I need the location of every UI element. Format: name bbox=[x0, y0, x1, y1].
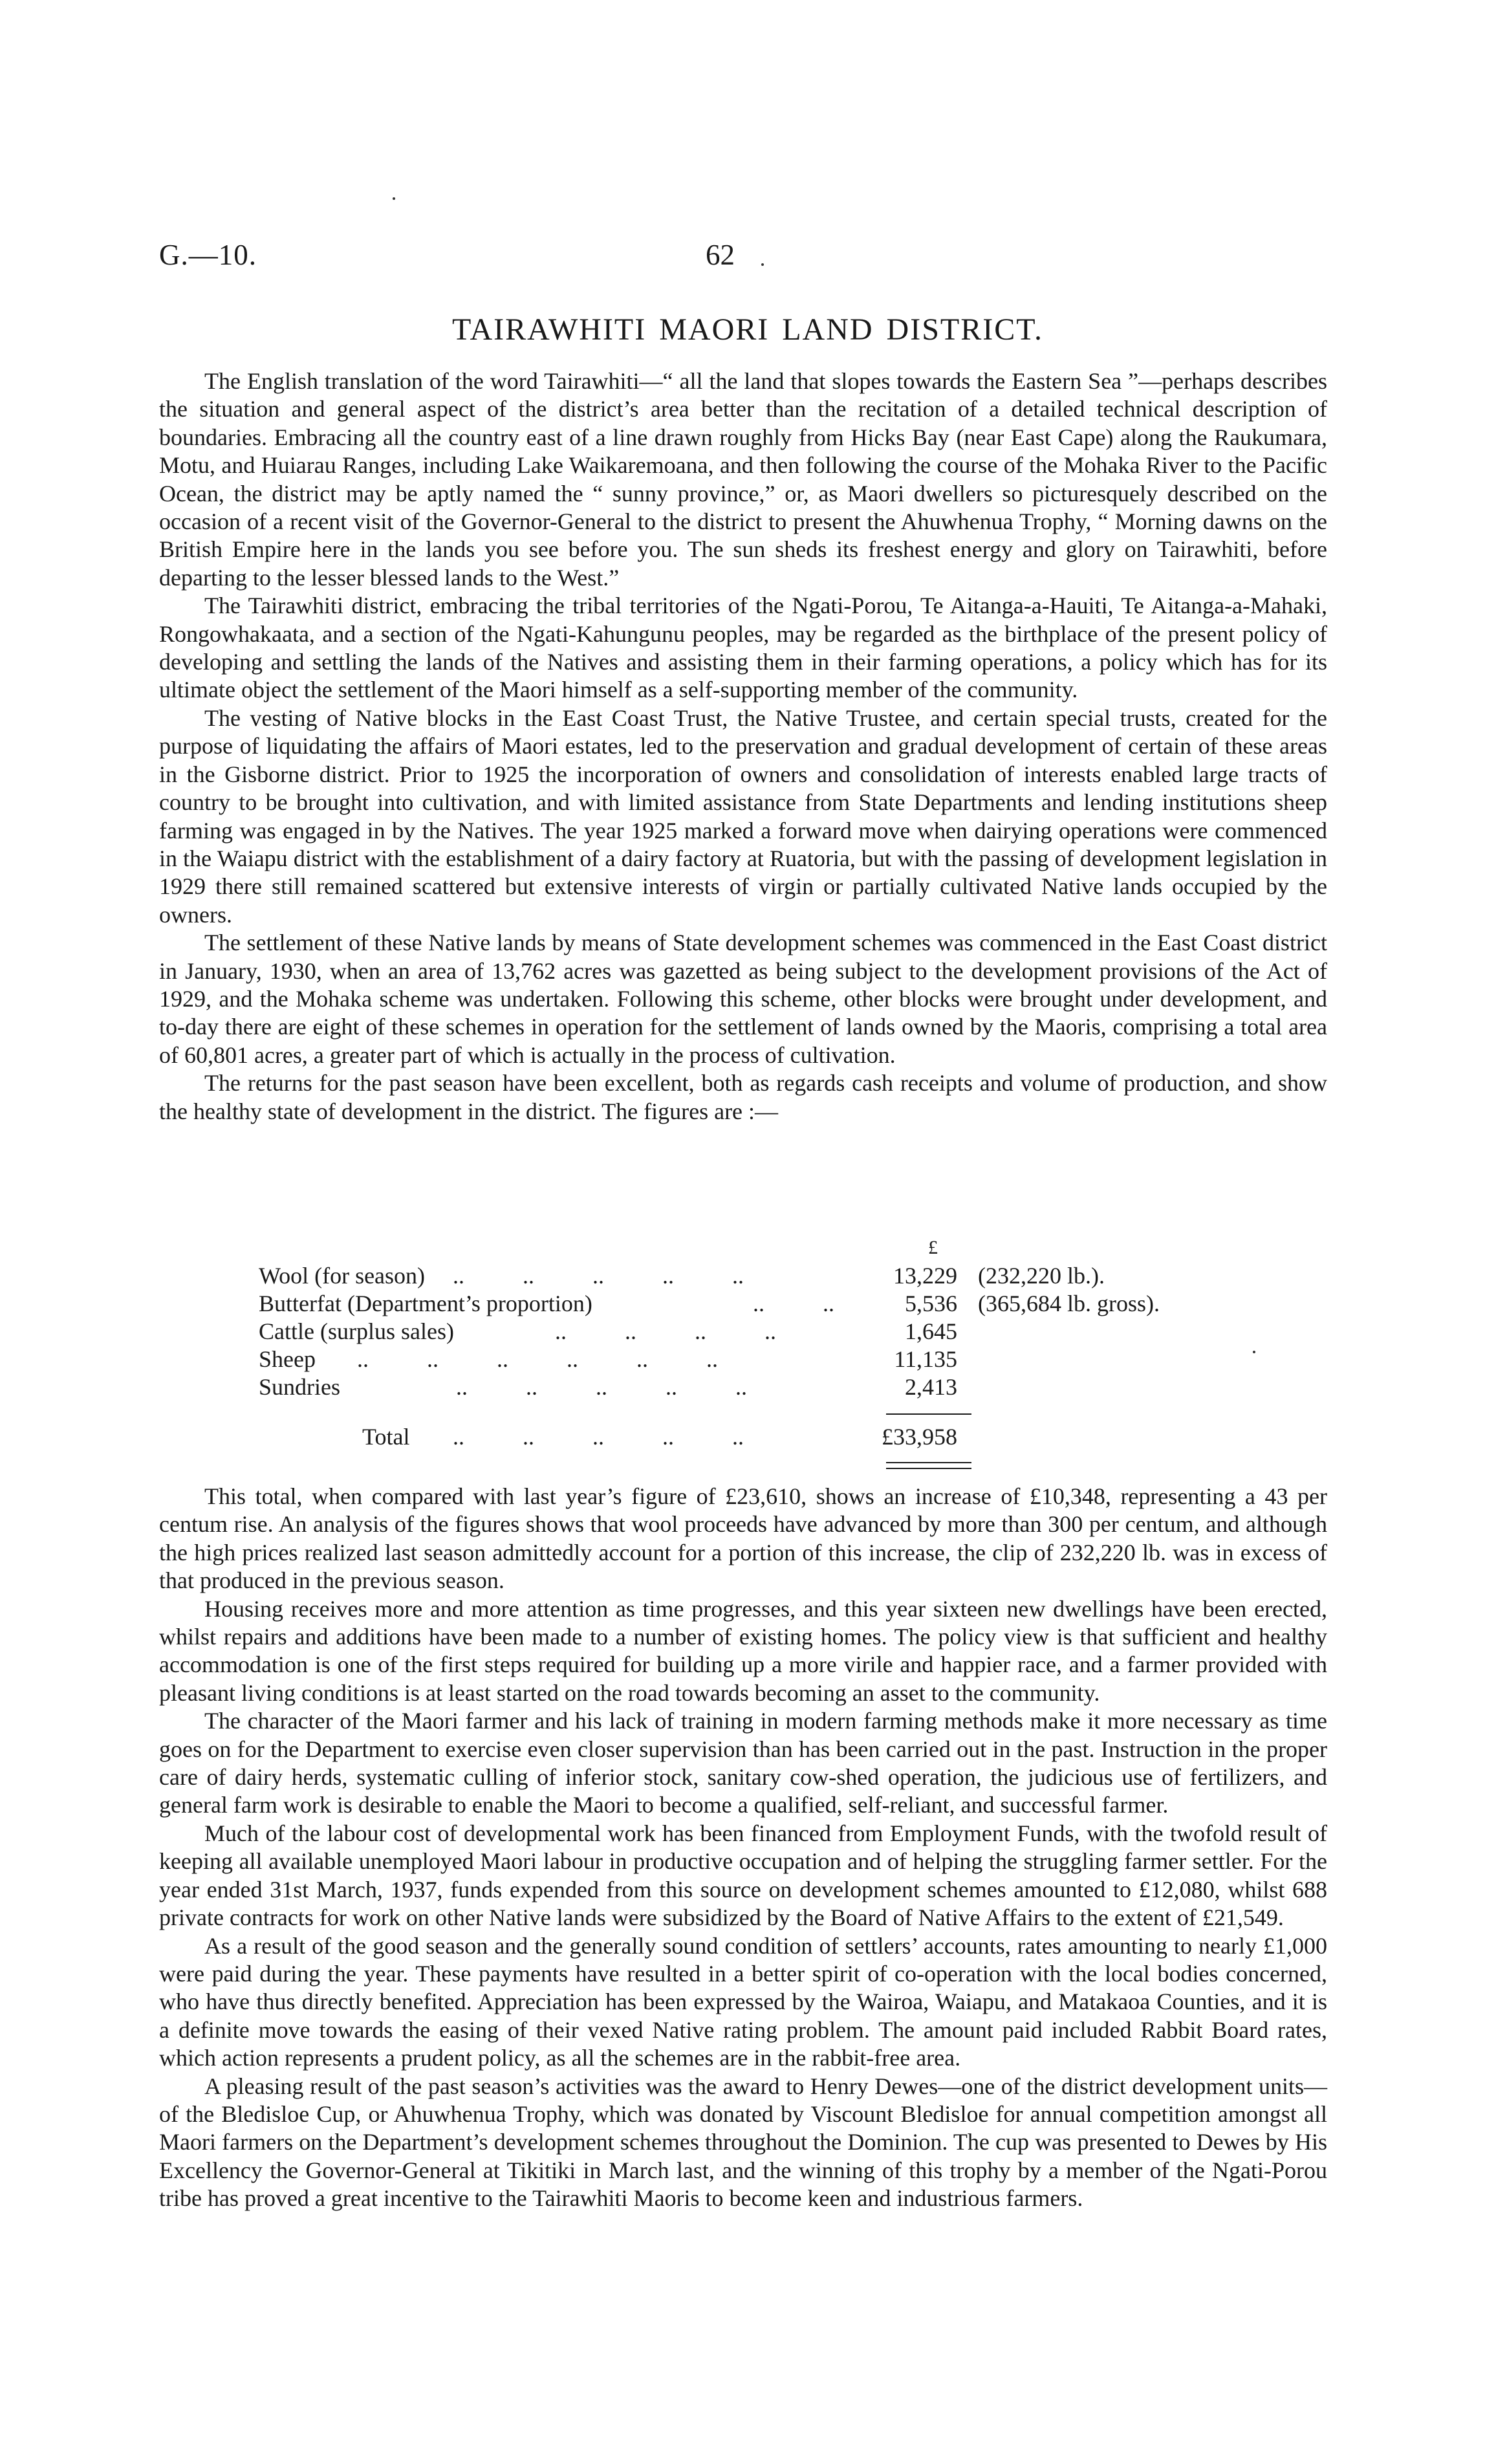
total-label: Total bbox=[362, 1424, 410, 1450]
row-amount: 13,229 bbox=[893, 1263, 957, 1289]
page-title: TAIRAWHITI MAORI LAND DISTRICT. bbox=[452, 312, 1043, 347]
paragraph: The vesting of Native blocks in the East Coast Trust, the Native Trustee, and certain special trusts, created for the purpose of liquidating the affairs of Maori estates, led to the preservation and gradual development of certain of these areas in the Gisborne district. Prior to 1925 the incorporation of owners and consolidation of interests enabled large tracts of country to be brought into cultivation, and with limited assistance from State Departments and lending institutions sheep farming was engaged in by the Natives. The year 1925 marked a forward move when dairying operations were commenced in the Waiapu district with the establishment of a dairy factory at Ruatoria, but with the passing of development legislation in 1929 there still remained scattered but extensive interests of virgin or partially cultivated Native lands occupied by the owners. bbox=[159, 704, 1327, 928]
row-label: Sundries bbox=[259, 1374, 340, 1400]
leader-dots: .. .. bbox=[753, 1291, 834, 1316]
row-amount: 2,413 bbox=[905, 1374, 957, 1400]
body-section-bottom bbox=[159, 1483, 1327, 2213]
row-label: Sheep bbox=[259, 1346, 316, 1372]
total-amount: £33,958 bbox=[882, 1424, 957, 1450]
row-label: Butterfat (Department’s proportion) bbox=[259, 1291, 592, 1316]
leader-dots: .. .. .. .. .. bbox=[456, 1374, 747, 1400]
paragraph: This total, when compared with last year’s figure of £23,610, shows an increase of £10,348, representing a 43 per centum rise. An analysis of the figures shows that wool proceeds have advanced by more than 300 per centum, and although the high prices realized last season admittedly account for a portion of this increase, the clip of 232,220 lb. was in excess of that produced in the previous season. bbox=[159, 1483, 1327, 1594]
paragraph: As a result of the good season and the generally sound condition of settlers’ accounts, rates amounting to nearly £1,000 were paid during the year. These payments have resulted in a better spirit of co-operation with the local bodies concerned, who have thus directly benefited. Appreciation has been expressed by the Wairoa, Waiapu, and Matakaoa Counties, and it is a definite move towards the easing of their vexed Native rating problem. The amount paid included Rabbit Board rates, which action represents a prudent policy, as all the schemes are in the rabbit-free area. bbox=[159, 1932, 1327, 2071]
total-double-rule bbox=[886, 1462, 971, 1469]
row-amount: 5,536 bbox=[905, 1291, 957, 1316]
paragraph: Housing receives more and more attention as time progresses, and this year sixteen new dwellings have been erected, whilst repairs and additions have been made to a number of existing homes. The policy view is that sufficient and healthy accommodation is one of the first steps required for building up a more virile and happier race, and a farmer provided with pleasant living conditions is at least started on the road towards becoming an asset to the community. bbox=[159, 1595, 1327, 1706]
series-reference: G.—10. bbox=[159, 239, 257, 271]
table-row bbox=[259, 1290, 1229, 1318]
page-number: 62 bbox=[706, 239, 735, 271]
row-note: (232,220 lb.). bbox=[978, 1263, 1105, 1289]
paragraph: The character of the Maori farmer and his lack of training in modern farming methods make it more necessary as time goes on for the Department to exercise even closer supervision than has been carried out in the past. Instruction in the proper care of dairy herds, systematic culling of inferior stock, sanitary cow-shed operation, the judicious use of fertilizers, and general farm work is desirable to enable the Maori to become a qualified, self-reliant, and successful farmer. bbox=[159, 1708, 1327, 1818]
leader-dots: .. .. .. .. .. .. bbox=[357, 1346, 718, 1372]
table-row bbox=[259, 1373, 1229, 1402]
page-header bbox=[159, 238, 1336, 277]
row-amount: 1,645 bbox=[905, 1318, 957, 1344]
leader-dots: .. .. .. .. .. bbox=[453, 1263, 744, 1289]
subtotal-rule bbox=[886, 1413, 971, 1415]
leader-dots: .. .. .. .. bbox=[555, 1318, 776, 1344]
total-row bbox=[259, 1423, 1229, 1452]
currency-symbol: £ bbox=[928, 1237, 938, 1258]
row-amount: 11,135 bbox=[894, 1346, 957, 1372]
paragraph: The returns for the past season have been excellent, both as regards cash receipts and volume of production, and show the healthy state of development in the district. The figures are :— bbox=[159, 1070, 1327, 1124]
paragraph: Much of the labour cost of developmental work has been financed from Employment Funds, with the twofold result of keeping all available unemployed Maori labour in productive occupation and of helping the struggling farmer settler. For the year ended 31st March, 1937, funds expended from this source on development schemes amounted to £12,080, whilst 688 private contracts for work on other Native lands were subsidized by the Board of Native Affairs to the extent of £21,549. bbox=[159, 1820, 1327, 1931]
scan-speck bbox=[393, 197, 395, 200]
row-label: Wool (for season) bbox=[259, 1263, 426, 1289]
leader-dots: .. .. .. .. .. bbox=[453, 1424, 744, 1450]
table-row bbox=[259, 1346, 1229, 1374]
body-section-top bbox=[159, 367, 1327, 1126]
row-label: Cattle (surplus sales) bbox=[259, 1318, 454, 1344]
scan-speck bbox=[1253, 1351, 1255, 1353]
paragraph: A pleasing result of the past season’s activities was the award to Henry Dewes—one of the district development units—of the Bledisloe Cup, or Ahuwhenua Trophy, which was donated by Viscount Bledisloe for annual competition amongst all Maori farmers on the Department’s development schemes throughout the Dominion. The cup was presented to Dewes by His Excellency the Governor-General at Tikitiki in March last, and the winning of this trophy by a member of the Ngati-Porou tribe has proved a great incentive to the Tairawhiti Maoris to become keen and industrious farmers. bbox=[159, 2073, 1327, 2212]
table-row bbox=[259, 1262, 1229, 1291]
paragraph: The Tairawhiti district, embracing the tribal territories of the Ngati-Porou, Te Aitanga-a-Hauiti, Te Aitanga-a-Mahaki, Rongowhakaata, and a section of the Ngati-Kahungunu peoples, may be regarded as the birthplace of the present policy of developing and settling the lands of the Natives and assisting them in their farming operations, a policy which has for its ultimate object the settlement of the Maori himself as a self-supporting member of the community. bbox=[159, 593, 1327, 703]
table-row bbox=[259, 1318, 1229, 1346]
paragraph: The settlement of these Native lands by means of State development schemes was commenced in the East Coast district in January, 1930, when an area of 13,762 acres was gazetted as being subject to the development provisions of the Act of 1929, and the Mohaka scheme was undertaken. Following this scheme, other blocks were brought under development, and to-day there are eight of these schemes in operation for the settlement of lands owned by the Maoris, comprising a total area of 60,801 acres, a greater part of which is actually in the process of cultivation. bbox=[159, 930, 1327, 1068]
paragraph: The English translation of the word Tairawhiti—“ all the land that slopes towards the Eastern Sea ”—perhaps describes the situation and general aspect of the district’s area better than the recitation of a detailed technical description of boundaries. Embracing all the country east of a line drawn roughly from Hicks Bay (near East Cape) along the Raukumara, Motu, and Huiarau Ranges, including Lake Waikaremoana, and then following the course of the Mohaka River to the Pacific Ocean, the district may be aptly named the “ sunny province,” or, as Maori dwellers so picturesquely described on the occasion of a recent visit of the Governor-General to the district to present the Ahuwhenua Trophy, “ Morning dawns on the British Empire here in the lands you see before you. The sun sheds its freshest energy and glory on Tairawhiti, before departing to the lesser blessed lands to the West.” bbox=[159, 368, 1327, 591]
row-note: (365,684 lb. gross). bbox=[978, 1291, 1160, 1316]
